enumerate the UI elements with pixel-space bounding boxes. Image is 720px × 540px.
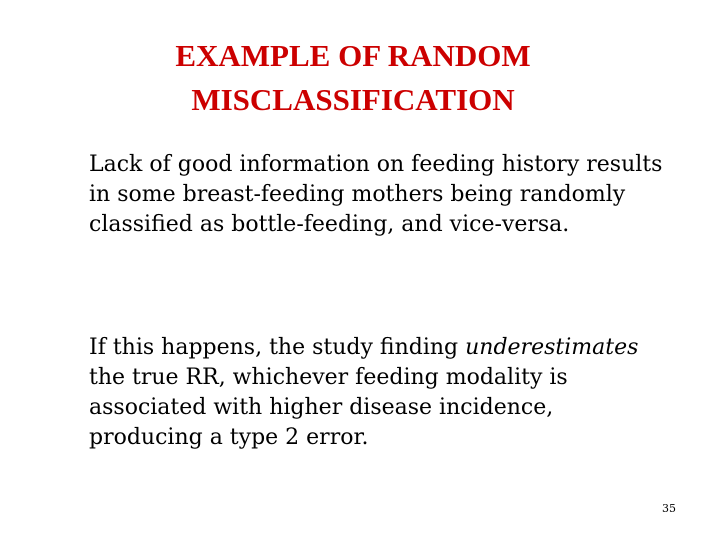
slide-title-line-1: EXAMPLE OF RANDOM (175, 38, 531, 73)
slide-title-line-2: MISCLASSIFICATION (191, 82, 515, 117)
body-paragraph-2 (89, 333, 669, 453)
slide-title (0, 34, 706, 122)
paragraph-2-text-start: If this happens, the study finding (89, 335, 466, 360)
body-paragraph-1: Lack of good information on feeding history results in some breast-feeding mothers being randomly classified as bottle-feeding, and vice-versa. (89, 152, 663, 237)
emphasized-word: underestimates (465, 335, 639, 360)
slide-number: 35 (662, 502, 676, 515)
paragraph-2-text-end: the true RR, whichever feeding modality is associated with higher disease incidence, producing a type 2 error. (89, 365, 568, 450)
